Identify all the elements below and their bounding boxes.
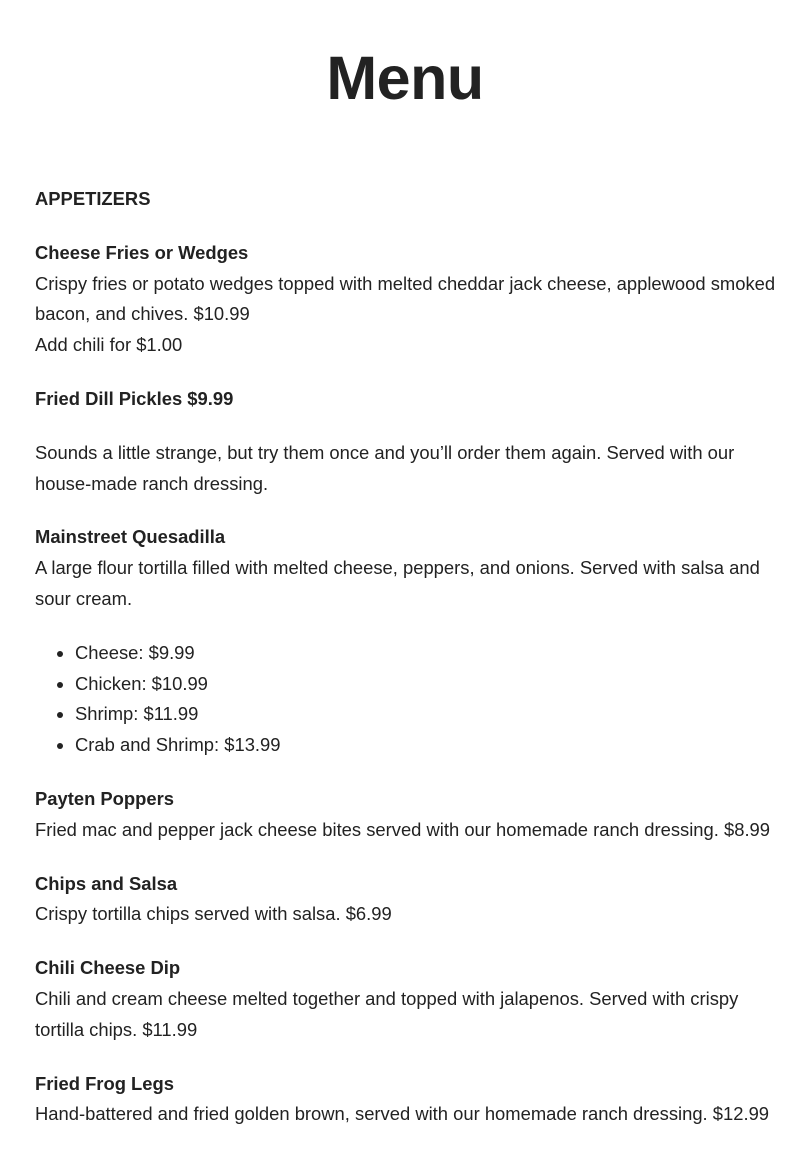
menu-item-chili-cheese-dip	[35, 953, 780, 1045]
item-description: Crispy fries or potato wedges topped with melted cheddar jack cheese, applewood smoked bacon, and chives. $10.99	[35, 272, 776, 325]
item-description: Hand-battered and fried golden brown, served with our homemade ranch dressing. $12.99	[35, 1103, 770, 1125]
item-description-fried-pickles: Sounds a little strange, but try them once and you’ll order them again. Served with our house-made ranch dressing.	[35, 441, 735, 494]
item-addon: Add chili for $1.00	[35, 334, 183, 356]
item-name: Cheese Fries or Wedges	[35, 241, 249, 263]
item-name: Fried Frog Legs	[35, 1072, 174, 1094]
menu-item-chips-salsa	[35, 869, 780, 931]
menu-item-cheese-fries	[35, 238, 780, 361]
menu-item-quesadilla	[35, 522, 780, 614]
item-description: A large flour tortilla filled with melted cheese, peppers, and onions. Served with salsa and sour cream.	[35, 557, 760, 609]
list-item: • Chicken: $10.99	[75, 669, 780, 700]
item-description: Fried mac and pepper jack cheese bites served with our homemade ranch dressing. $8.99	[35, 818, 771, 840]
page-title: Menu	[326, 44, 484, 112]
item-description: Crispy tortilla chips served with salsa. $6.99	[35, 903, 392, 925]
item-name: Chips and Salsa	[35, 872, 178, 894]
list-item: • Crab and Shrimp: $13.99	[75, 730, 780, 761]
section-heading-appetizers	[35, 184, 780, 215]
menu-content	[35, 184, 780, 1153]
item-name: Chili Cheese Dip	[35, 957, 181, 979]
list-item: • Cheese: $9.99	[75, 638, 780, 669]
menu-item-payten-poppers	[35, 784, 780, 846]
menu-item-fried-pickles	[35, 384, 780, 415]
item-name: Payten Poppers	[35, 787, 174, 809]
item-name: Mainstreet Quesadilla	[35, 526, 226, 548]
menu-item-fried-frog-legs	[35, 1069, 780, 1131]
section-heading-label: APPETIZERS	[35, 188, 151, 209]
quesadilla-price-list	[35, 638, 780, 761]
item-name: Fried Dill Pickles $9.99	[35, 387, 234, 409]
list-item: • Shrimp: $11.99	[75, 699, 780, 730]
item-description: Chili and cream cheese melted together and topped with jalapenos. Served with crispy tortilla chips. $11.99	[35, 987, 739, 1040]
